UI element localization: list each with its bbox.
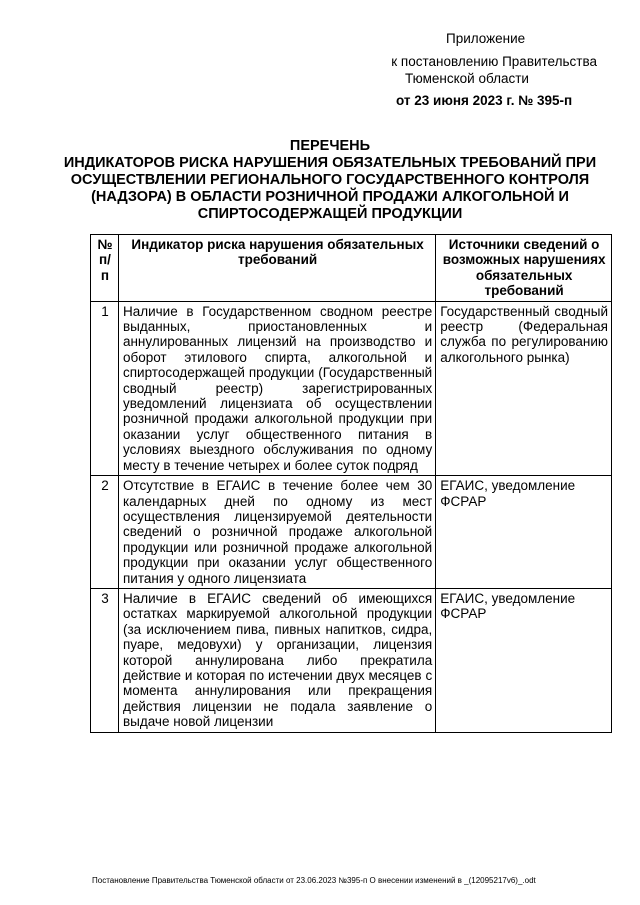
table-row bbox=[91, 476, 612, 589]
indicators-table bbox=[90, 234, 612, 733]
row-indicator: Наличие в Государственном сводном реестре выданных, приостановленных и аннулированных лицензий на производство и оборот этилового спирта, алкогольной и спиртосодержащей продукции (Государственный сводный реестр) зарегистрированных уведомлений лицензиата об осуществлении розничной продажи алкогольной продукции при оказании услуг общественного питания в условиях выездного обслуживания по одному месту в течение четырех и более суток подряд bbox=[118, 301, 435, 475]
col-header-indicator: Индикатор риска нарушения обязательных требований bbox=[118, 235, 435, 302]
row-source: ЕГАИС, уведомление ФСРАР bbox=[436, 588, 612, 732]
title-subheading: ИНДИКАТОРОВ РИСКА НАРУШЕНИЯ ОБЯЗАТЕЛЬНЫХ ТРЕБОВАНИЙ ПРИ ОСУЩЕСТВЛЕНИИ РЕГИОНАЛЬНОГО ГОСУДАРСТВЕННОГО КОНТРОЛЯ (НАДЗОРА) В ОБЛАСТИ РОЗНИЧНОЙ ПРОДАЖИ АЛКОГОЛЬНОЙ И СПИРТОСОДЕРЖАЩЕЙ ПРОДУКЦИИ bbox=[63, 155, 597, 222]
title-heading: ПЕРЕЧЕНЬ bbox=[289, 138, 371, 154]
appendix-label: Приложение bbox=[446, 31, 526, 46]
page-footer: Постановление Правительства Тюменской области от 23.06.2023 №395-п О внесении изменений в _(12095217v6)_.odt bbox=[92, 876, 536, 885]
resolution-ref: к постановлению Правительства bbox=[391, 54, 597, 69]
row-number: 1 bbox=[91, 301, 119, 475]
table-row bbox=[91, 301, 612, 475]
row-number: 2 bbox=[91, 476, 119, 589]
col-header-number: № п/п bbox=[91, 235, 119, 302]
resolution-date: от 23 июня 2023 г. № 395-п bbox=[396, 93, 573, 108]
table-row bbox=[91, 588, 612, 732]
row-indicator: Отсутствие в ЕГАИС в течение более чем 30 календарных дней по одному из мест осуществления лицензируемой деятельности сведений о розничной продаже алкогольной продукции или розничной продаже алкогольной продукции при оказании услуг общественного питания у одного лицензиата bbox=[118, 476, 435, 589]
row-number: 3 bbox=[91, 588, 119, 732]
row-source: Государственный сводный реестр (Федеральная служба по регулированию алкогольного рынка) bbox=[436, 301, 612, 475]
row-indicator: Наличие в ЕГАИС сведений об имеющихся остатках маркируемой алкогольной продукции (за исключением пива, пивных напитков, сидра, пуаре, медовухи) у организации, лицензия которой аннулирована либо прекратила действие и которая по истечении двух месяцев с момента аннулирования или прекращения действия лицензии не подала заявление о выдаче новой лицензии bbox=[118, 588, 435, 732]
document-title bbox=[60, 138, 600, 223]
region-name: Тюменской области bbox=[405, 71, 529, 86]
table-header-row bbox=[91, 235, 612, 302]
col-header-source: Источники сведений о возможных нарушениях обязательных требований bbox=[436, 235, 612, 302]
row-source: ЕГАИС, уведомление ФСРАР bbox=[436, 476, 612, 589]
